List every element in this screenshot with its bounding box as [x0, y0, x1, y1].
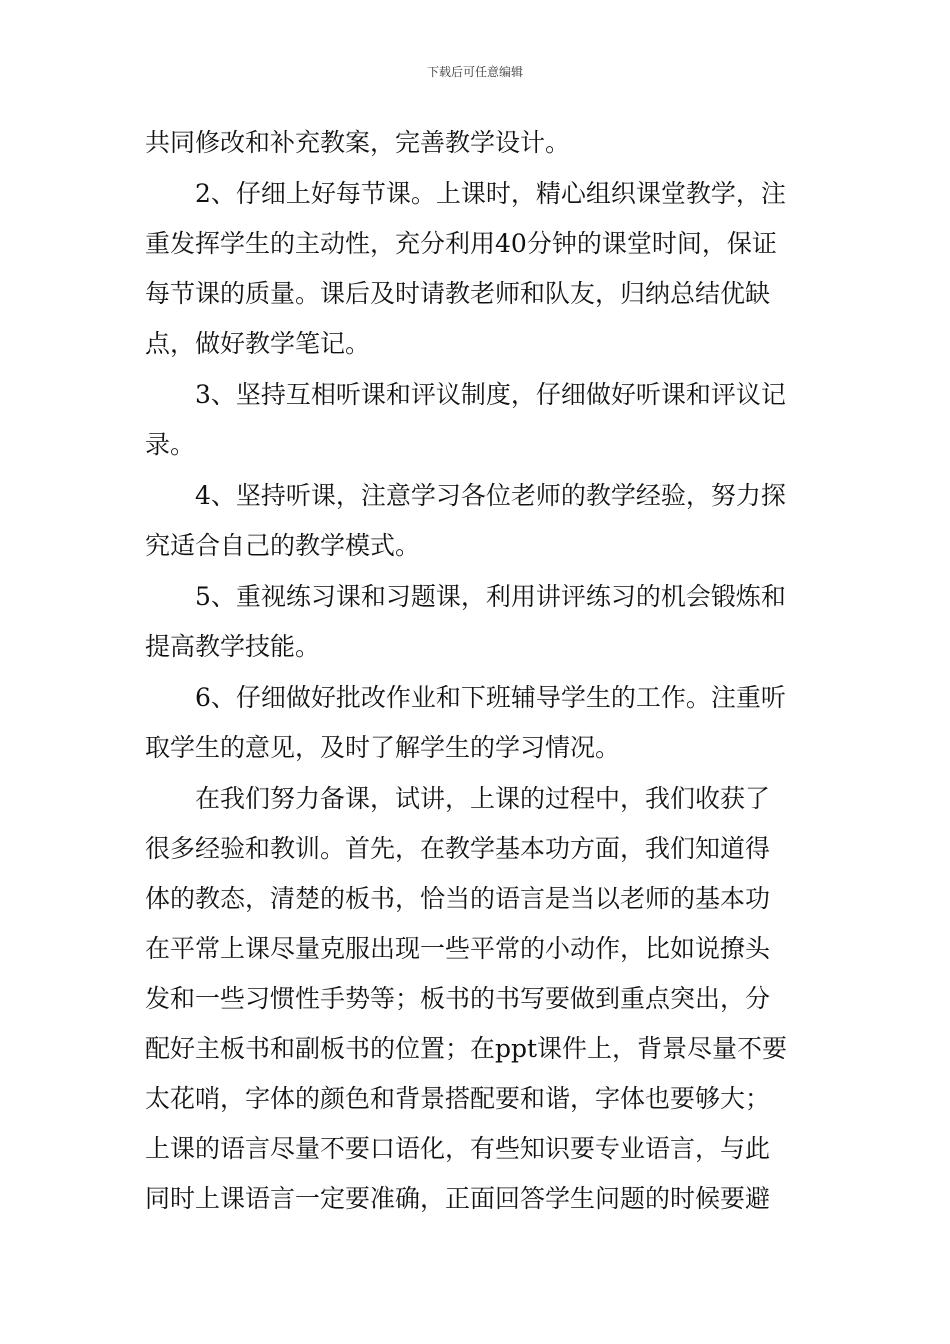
summary-paragraph-line: 太花哨，字体的颜色和背景搭配要和谐，字体也要够大； — [145, 1084, 771, 1113]
document-body — [145, 126, 810, 1216]
paragraph-6-line: 6、仔细做好批改作业和下班辅导学生的工作。注重听 — [195, 683, 786, 712]
paragraph-2-line: 2、仔细上好每节课。上课时，精心组织课堂教学，注 — [195, 179, 786, 208]
summary-paragraph-line: 在平常上课尽量克服出现一些平常的小动作，比如说撩头 — [145, 934, 771, 963]
paragraph-2-line: 重发挥学生的主动性，充分利用40分钟的课堂时间，保证 — [145, 229, 777, 258]
summary-paragraph-line: 上课的语言尽量不要口语化，有些知识要专业语言，与此 — [145, 1134, 771, 1163]
summary-paragraph-line: 同时上课语言一定要准确，正面回答学生问题的时候要避 — [145, 1184, 771, 1213]
paragraph-2-line: 点，做好教学笔记。 — [145, 329, 371, 358]
paragraph-3-line: 3、坚持互相听课和评议制度，仔细做好听课和评议记 — [195, 380, 786, 409]
text-line: 共同修改和补充教案，完善教学设计。 — [145, 128, 571, 157]
paragraph-2-line: 每节课的质量。课后及时请教老师和队友，归纳总结优缺 — [145, 279, 771, 308]
paragraph-6-line: 取学生的意见，及时了解学生的学习情况。 — [145, 733, 621, 762]
paragraph-4-line: 4、坚持听课，注意学习各位老师的教学经验，努力探 — [195, 481, 786, 510]
summary-paragraph-line: 发和一些习惯性手势等；板书的书写要做到重点突出，分 — [145, 984, 771, 1013]
summary-paragraph-line: 在我们努力备课，试讲，上课的过程中，我们收获了 — [195, 784, 771, 813]
summary-paragraph-line: 体的教态，清楚的板书，恰当的语言是当以老师的基本功 — [145, 884, 771, 913]
summary-paragraph-line: 配好主板书和副板书的位置；在ppt课件上，背景尽量不要 — [145, 1034, 788, 1063]
paragraph-5-line: 提高教学技能。 — [145, 632, 321, 661]
paragraph-3-line: 录。 — [145, 430, 196, 459]
paragraph-4-line: 究适合自己的教学模式。 — [145, 531, 421, 560]
paragraph-5-line: 5、重视练习课和习题课，利用讲评练习的机会锻炼和 — [195, 582, 786, 611]
summary-paragraph-line: 很多经验和教训。首先，在教学基本功方面，我们知道得 — [145, 834, 771, 863]
page-header: 下载后可任意编辑 — [426, 65, 523, 79]
